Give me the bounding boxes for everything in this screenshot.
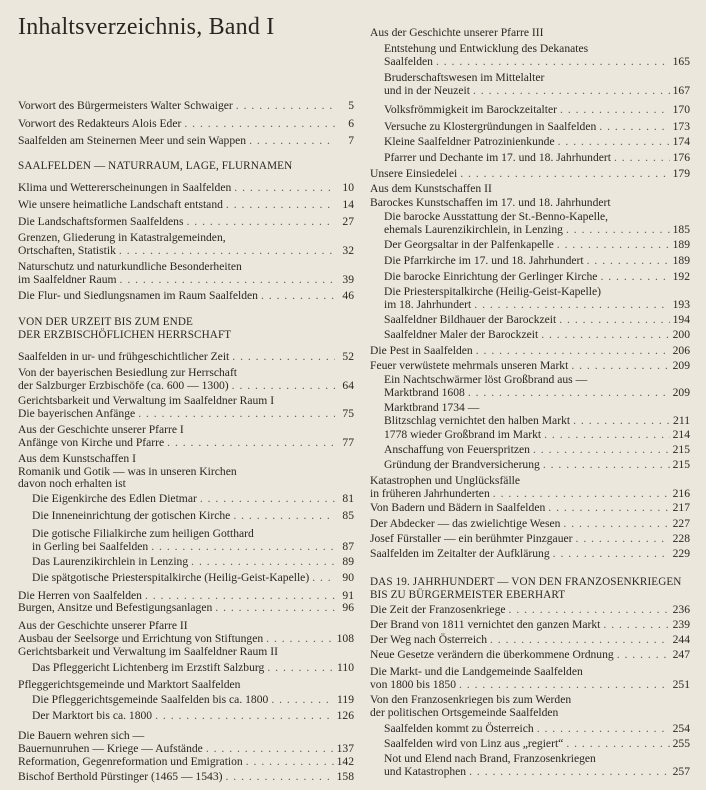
section-heading	[370, 576, 682, 601]
toc-entry-page: 254	[672, 722, 690, 735]
toc-entry[interactable]	[18, 646, 354, 659]
toc-entry-title: Vorwort des Bürgermeisters Walter Schwaiger	[18, 99, 233, 112]
section-heading-line: DAS 19. JAHRHUNDERT — VON DEN FRANZOSENKRIEGEN	[370, 576, 682, 588]
toc-entry-title: Entstehung und Entwicklung des Dekanates	[384, 42, 589, 55]
dot-leader	[226, 199, 335, 212]
toc-entry-title: Saalfelden wird von Linz aus „regiert“	[384, 737, 564, 750]
dot-leader	[490, 634, 670, 647]
dot-leader	[566, 738, 669, 751]
toc-entry[interactable]	[384, 329, 690, 342]
toc-entry-title: Der Marktort bis ca. 1800	[32, 709, 153, 722]
dot-leader	[557, 239, 670, 252]
toc-entry[interactable]	[370, 183, 690, 196]
toc-entry-page: 110	[337, 661, 354, 674]
toc-entry[interactable]	[384, 753, 690, 778]
dot-leader	[599, 121, 669, 134]
toc-entry-page: 165	[672, 54, 690, 68]
toc-entry[interactable]	[384, 255, 690, 268]
dot-leader	[232, 351, 335, 364]
toc-entry-title: Die Pest in Saalfelden	[370, 344, 473, 357]
toc-entry-page: 215	[672, 443, 690, 456]
toc-entry-page: 247	[672, 648, 690, 661]
dot-leader	[234, 182, 335, 195]
toc-entry-page: 10	[342, 181, 354, 194]
toc-entry-title: Gründung der Brandversicherung	[384, 458, 540, 471]
toc-entry-title: Marktbrand 1608	[384, 385, 465, 399]
toc-entry-page: 7	[348, 134, 354, 147]
toc-entry[interactable]	[18, 199, 354, 212]
toc-entry[interactable]	[370, 197, 690, 210]
dot-leader	[469, 766, 670, 779]
dot-leader	[617, 649, 670, 662]
toc-entry-page: 167	[672, 83, 690, 97]
toc-entry[interactable]	[370, 619, 690, 632]
toc-entry[interactable]	[32, 694, 354, 707]
toc-entry[interactable]	[384, 271, 690, 284]
toc-entry-page: 206	[672, 344, 690, 357]
dot-leader	[468, 387, 670, 400]
toc-entry[interactable]	[384, 402, 690, 427]
toc-entry-title: Aus der Geschichte unserer Pfarre II	[18, 619, 188, 632]
toc-entry[interactable]	[370, 533, 690, 546]
toc-entry-page: 227	[672, 517, 690, 530]
dot-leader	[543, 459, 670, 472]
toc-entry-page: 236	[672, 603, 690, 616]
toc-entry[interactable]	[384, 459, 690, 472]
toc-entry-title: Die Priesterspitalkirche (Heilig-Geist-Kapelle)	[384, 285, 601, 298]
toc-entry[interactable]	[18, 135, 354, 148]
toc-entry-page: 255	[672, 737, 690, 750]
toc-entry[interactable]	[18, 232, 354, 257]
page-title: Inhaltsverzeichnis, Band I	[18, 14, 275, 40]
toc-entry-title: Katastrophen und Unglücksfälle	[370, 474, 521, 487]
toc-entry-title: Wie unsere heimatliche Landschaft entstand	[18, 198, 223, 211]
dot-leader	[138, 408, 335, 421]
toc-entry[interactable]	[32, 710, 354, 723]
dot-leader	[266, 633, 333, 646]
toc-entry-page: 192	[672, 270, 690, 283]
toc-entry-page: 179	[672, 167, 690, 180]
toc-entry-title: Die spätgotische Priesterspitalkirche (Heilig-Geist-Kapelle)	[32, 571, 310, 584]
toc-entry-page: 27	[342, 215, 354, 228]
toc-entry[interactable]	[18, 351, 354, 364]
toc-entry-title: Der Weg nach Österreich	[370, 633, 487, 646]
toc-entry-title: Vorwort des Redakteurs Alois Eder	[18, 117, 182, 130]
toc-entry[interactable]	[18, 756, 354, 769]
toc-entry-title: Saalfelden im Zeitalter der Aufklärung	[370, 547, 550, 560]
toc-entry-title: Die barocke Ausstattung der St.-Benno-Kapelle,	[384, 210, 609, 223]
toc-entry-title: Von den Franzosenkriegen bis zum Werden	[370, 693, 572, 706]
dot-leader	[541, 329, 669, 342]
toc-entry-title: Der Georgsaltar in der Palfenkapelle	[384, 238, 554, 251]
toc-entry-page: 46	[342, 289, 354, 302]
toc-entry[interactable]	[18, 118, 354, 131]
toc-entry-title: Saalfelden in ur- und frühgeschichtlicher Zeit	[18, 350, 230, 363]
dot-leader	[460, 168, 669, 181]
toc-entry[interactable]	[384, 314, 690, 327]
dot-leader	[603, 619, 669, 632]
toc-entry-title: Saalfelden am Steinernen Meer und sein Wappen	[18, 134, 247, 147]
toc-entry-page: 91	[342, 589, 354, 602]
toc-entry-page: 39	[342, 272, 354, 286]
toc-entry-title: Gerichtsbarkeit und Verwaltung im Saalfeldner Raum II	[18, 645, 278, 658]
toc-entry[interactable]	[32, 510, 354, 523]
dot-leader	[232, 380, 335, 393]
toc-entry-title: Volksfrömmigkeit im Barockzeitalter	[384, 103, 558, 116]
toc-entry[interactable]	[32, 528, 354, 553]
toc-entry-title: Klima und Wettererscheinungen in Saalfelden	[18, 181, 232, 194]
toc-entry-title: Der Brand von 1811 vernichtet den ganzen Markt	[370, 618, 601, 631]
dot-leader	[155, 710, 334, 723]
toc-entry[interactable]	[384, 444, 690, 457]
toc-entry-page: 81	[342, 492, 354, 505]
toc-entry[interactable]	[18, 602, 354, 615]
section-heading-line: VON DER URZEIT BIS ZUM ENDE	[18, 316, 193, 328]
dot-leader	[167, 437, 335, 450]
toc-entry[interactable]	[384, 211, 690, 236]
toc-entry[interactable]	[18, 182, 354, 195]
toc-entry-page: 158	[336, 770, 354, 783]
toc-entry-title: Von Badern und Bädern in Saalfelden	[370, 501, 546, 514]
toc-entry-page: 14	[342, 198, 354, 211]
toc-entry-page: 185	[672, 222, 690, 236]
toc-entry-page: 209	[672, 359, 690, 372]
toc-entry[interactable]	[384, 121, 690, 134]
dot-leader	[233, 510, 335, 523]
toc-entry-page: 173	[672, 120, 690, 133]
toc-entry-title: ehemals Laurenzikirchlein, in Lenzing	[384, 222, 563, 236]
toc-entry[interactable]	[370, 649, 690, 662]
toc-entry[interactable]	[370, 360, 690, 373]
section-heading	[18, 160, 292, 173]
section-heading-line: SAALFELDEN — NATURRAUM, LAGE, FLURNAMEN	[18, 160, 293, 172]
toc-entry-page: 176	[672, 151, 690, 164]
dot-leader	[191, 556, 335, 569]
dot-leader	[249, 135, 335, 148]
toc-entry-page: 6	[348, 117, 354, 130]
toc-entry-page: 5	[348, 99, 354, 112]
dot-leader	[236, 100, 335, 113]
dot-leader	[261, 290, 335, 303]
toc-entry[interactable]	[18, 216, 354, 229]
dot-leader	[476, 345, 670, 358]
toc-entry-page: 90	[342, 571, 354, 584]
toc-entry[interactable]	[18, 620, 354, 645]
dot-leader	[587, 255, 670, 268]
toc-entry-title: Barockes Kunstschaffen im 17. und 18. Jahrhundert	[370, 196, 611, 209]
toc-entry-title: Die Bauern wehren sich —	[18, 729, 145, 742]
toc-entry[interactable]	[32, 493, 354, 506]
toc-entry-page: 244	[672, 633, 690, 646]
toc-entry-title: Die barocke Einrichtung der Gerlinger Kirche	[384, 270, 598, 283]
toc-entry-title: Anschaffung von Feuerspritzen	[384, 443, 530, 456]
toc-entry-title: Unsere Einsiedelei	[370, 167, 458, 180]
toc-entry-title: Die gotische Filialkirche zum heiligen Gotthard	[32, 527, 254, 540]
toc-entry[interactable]	[384, 286, 690, 311]
toc-entry-title: Marktbrand 1734 —	[384, 401, 480, 414]
toc-entry-title: Saalfeldner Bildhauer der Barockzeit	[384, 313, 557, 326]
dot-leader	[537, 723, 670, 736]
toc-entry-title: Ein Nachtschwärmer löst Großbrand aus —	[384, 373, 588, 386]
toc-entry-page: 108	[336, 631, 354, 645]
toc-entry[interactable]	[370, 475, 690, 500]
toc-entry[interactable]	[384, 152, 690, 165]
toc-entry-page: 189	[672, 254, 690, 267]
toc-entry[interactable]	[384, 43, 690, 68]
toc-entry-title: in Gerling bei Saalfelden	[32, 539, 149, 553]
toc-entry[interactable]	[18, 771, 354, 784]
section-heading-line: DER ERZBISCHÖFLICHEN HERRSCHAFT	[18, 328, 232, 341]
toc-entry-page: 189	[672, 238, 690, 251]
dot-leader	[566, 224, 670, 237]
toc-entry-title: davon noch erhalten ist	[18, 477, 126, 490]
dot-leader	[312, 572, 335, 585]
toc-entry[interactable]	[18, 367, 354, 392]
toc-entry-page: 239	[672, 618, 690, 631]
dot-leader	[119, 245, 335, 258]
toc-entry[interactable]	[32, 572, 354, 585]
toc-entry[interactable]	[18, 424, 354, 449]
toc-entry-title: Pfleggerichtsgemeinde und Marktort Saalfelden	[18, 678, 241, 691]
dot-leader	[559, 314, 669, 327]
toc-entry-title: Die bayerischen Anfänge	[18, 406, 136, 420]
toc-entry-title: Burgen, Ansitze und Befestigungsanlagen	[18, 601, 213, 614]
toc-entry-page: 96	[342, 601, 354, 614]
toc-entry-title: Bauernunruhen — Kriege — Aufstände	[18, 741, 203, 755]
toc-entry[interactable]	[370, 168, 690, 181]
toc-entry-page: 32	[342, 243, 354, 257]
toc-entry-title: Die Flur- und Siedlungsnamen im Raum Saalfelden	[18, 289, 258, 302]
toc-entry-title: Neue Gesetze verändern die überkommene Ordnung	[370, 648, 614, 661]
toc-entry-page: 52	[342, 350, 354, 363]
dot-leader	[493, 488, 670, 501]
dot-leader	[184, 118, 335, 131]
dot-leader	[560, 104, 670, 117]
toc-entry-title: von 1800 bis 1850	[370, 677, 456, 691]
dot-leader	[271, 694, 334, 707]
toc-entry-title: Das Pfleggericht Lichtenberg im Erzstift Salzburg	[32, 661, 265, 674]
toc-entry-page: 75	[342, 406, 354, 420]
toc-entry[interactable]	[18, 453, 354, 491]
toc-entry[interactable]	[370, 634, 690, 647]
toc-entry-page: 214	[672, 428, 690, 441]
dot-leader	[544, 429, 669, 442]
toc-entry[interactable]	[18, 395, 354, 420]
toc-entry[interactable]	[384, 738, 690, 751]
toc-entry-page: 216	[672, 486, 690, 500]
dot-leader	[206, 743, 334, 756]
toc-entry-title: Die Herren von Saalfelden	[18, 589, 142, 602]
toc-entry-title: und Katastrophen	[384, 764, 467, 778]
dot-leader	[553, 548, 670, 561]
toc-entry-page: 119	[337, 693, 354, 706]
toc-entry-title: Kleine Saalfeldner Patrozinienkunde	[384, 135, 555, 148]
toc-entry[interactable]	[384, 239, 690, 252]
toc-entry-title: und in der Neuzeit	[384, 83, 470, 97]
toc-entry-title: Der Abdecker — das zwielichtige Wesen	[370, 517, 561, 530]
toc-entry-title: der Salzburger Erzbischöfe (ca. 600 — 1300)	[18, 378, 229, 392]
toc-entry-title: Saalfeldner Maler der Barockzeit	[384, 328, 539, 341]
toc-entry-page: 170	[672, 103, 690, 116]
toc-entry-title: Anfänge von Kirche und Pfarre	[18, 435, 165, 449]
toc-entry-title: Bruderschaftswesen im Mittelalter	[384, 71, 545, 84]
toc-entry-page: 200	[672, 328, 690, 341]
toc-entry[interactable]	[384, 723, 690, 736]
toc-entry-title: im Saalfeldner Raum	[18, 272, 117, 286]
toc-entry-title: Aus dem Kunstschaffen I	[18, 452, 136, 465]
toc-entry-page: 64	[342, 378, 354, 392]
toc-entry-title: Gerichtsbarkeit und Verwaltung im Saalfeldner Raum I	[18, 394, 275, 407]
toc-entry[interactable]	[370, 502, 690, 515]
toc-entry-title: Die Pfleggerichtsgemeinde Saalfelden bis ca. 1800	[32, 693, 269, 706]
toc-entry-title: Die Landschaftsformen Saalfeldens	[18, 215, 184, 228]
toc-entry[interactable]	[370, 345, 690, 358]
toc-entry-page: 137	[336, 741, 354, 755]
toc-entry-title: Die Inneneinrichtung der gotischen Kirche	[32, 509, 231, 522]
dot-leader	[600, 271, 669, 284]
toc-entry-title: Grenzen, Gliederung in Katastralgemeinden,	[18, 231, 226, 244]
dot-leader	[473, 85, 670, 98]
toc-entry-page: 89	[342, 555, 354, 568]
dot-leader	[200, 493, 335, 506]
toc-entry-title: 1778 wieder Großbrand im Markt	[384, 428, 542, 441]
dot-leader	[533, 444, 670, 457]
toc-entry-title: Die Pfarrkirche im 17. und 18. Jahrhundert	[384, 254, 584, 267]
toc-entry-title: Bischof Berthold Pürstinger (1465 — 1543)	[18, 770, 223, 783]
toc-entry-page: 215	[672, 458, 690, 471]
toc-entry-title: Naturschutz und naturkundliche Besonderheiten	[18, 260, 242, 273]
toc-entry-title: Saalfelden	[384, 54, 433, 68]
toc-entry-page: 251	[672, 677, 690, 691]
dot-leader	[267, 662, 334, 675]
toc-entry-title: Josef Fürstaller — ein berühmter Pinzgauer	[370, 532, 573, 545]
toc-entry[interactable]	[32, 556, 354, 569]
toc-entry-title: Feuer verwüstete mehrmals unseren Markt	[370, 359, 569, 372]
toc-entry-page: 126	[336, 709, 354, 722]
toc-entry-page: 209	[672, 385, 690, 399]
dot-leader	[474, 299, 669, 312]
toc-entry-title: Die Zeit der Franzosenkriege	[370, 603, 506, 616]
toc-entry-title: Die Markt- und die Landgemeinde Saalfelden	[370, 665, 583, 678]
dot-leader	[548, 502, 669, 515]
toc-entry-title: Blitzschlag vernichtet den halben Markt	[384, 413, 571, 427]
dot-leader	[509, 604, 670, 617]
dot-leader	[571, 360, 669, 373]
toc-entry[interactable]	[384, 72, 690, 97]
toc-entry-title: Versuche zu Klostergründungen in Saalfelden	[384, 120, 597, 133]
toc-entry[interactable]	[370, 548, 690, 561]
toc-entry[interactable]	[384, 104, 690, 117]
toc-entry-title: Aus der Geschichte unserer Pfarre I	[18, 423, 184, 436]
toc-entry-page: 85	[342, 509, 354, 522]
toc-entry-title: Pfarrer und Dechante im 17. und 18. Jahrhundert	[384, 151, 611, 164]
dot-leader	[225, 771, 333, 784]
toc-entry-page: 229	[672, 547, 690, 560]
toc-entry[interactable]	[370, 666, 690, 691]
toc-entry[interactable]	[370, 518, 690, 531]
toc-entry-page: 194	[672, 313, 690, 326]
toc-entry[interactable]	[18, 730, 354, 755]
dot-leader	[576, 533, 670, 546]
toc-entry[interactable]	[18, 679, 354, 692]
toc-entry-title: Die Eigenkirche des Edlen Dietmar	[32, 492, 197, 505]
toc-entry-title: im 18. Jahrhundert	[384, 297, 472, 311]
dot-leader	[151, 541, 335, 554]
toc-entry-title: Romanik und Gotik — was in unseren Kirchen	[18, 464, 237, 478]
toc-entry-title: Das Laurenzikirchlein in Lenzing	[32, 555, 189, 568]
toc-entry-title: in früheren Jahrhunderten	[370, 486, 490, 500]
toc-entry-page: 217	[672, 501, 690, 514]
toc-entry-page: 142	[336, 755, 354, 768]
dot-leader	[614, 152, 670, 165]
toc-entry-title: Aus der Geschichte unserer Pfarre III	[370, 26, 544, 39]
toc-entry-title: Aus dem Kunstschaffen II	[370, 182, 492, 195]
toc-entry-page: 193	[672, 297, 690, 311]
dot-leader	[558, 136, 670, 149]
dot-leader	[186, 216, 335, 229]
section-heading-line: BIS ZU BÜRGERMEISTER EBERHART	[370, 588, 566, 601]
dot-leader	[215, 602, 335, 615]
toc-entry[interactable]	[18, 100, 354, 113]
toc-entry[interactable]	[18, 290, 354, 303]
dot-leader	[436, 56, 670, 69]
toc-entry-title: Saalfelden kommt zu Österreich	[384, 722, 534, 735]
toc-entry[interactable]	[370, 27, 690, 40]
toc-entry-title: Ausbau der Seelsorge und Errichtung von Stiftungen	[18, 631, 264, 645]
toc-entry[interactable]	[370, 604, 690, 617]
toc-entry-page: 77	[342, 435, 354, 449]
toc-entry-title: Not und Elend nach Brand, Franzosenkriegen	[384, 752, 596, 765]
dot-leader	[573, 415, 670, 428]
toc-entry-page: 228	[672, 532, 690, 545]
section-heading	[18, 316, 231, 341]
toc-entry-page: 211	[673, 413, 690, 427]
toc-entry-title: Von der bayerischen Besiedlung zur Herrschaft	[18, 366, 238, 379]
toc-entry[interactable]	[384, 374, 690, 399]
dot-leader	[246, 756, 334, 769]
toc-entry-title: Reformation, Gegenreformation und Emigration	[18, 755, 243, 768]
toc-entry-page: 257	[672, 764, 690, 778]
toc-entry-page: 87	[342, 539, 354, 553]
dot-leader	[563, 518, 669, 531]
toc-entry[interactable]	[32, 662, 354, 675]
toc-entry[interactable]	[384, 136, 690, 149]
dot-leader	[120, 274, 335, 287]
toc-entry[interactable]	[18, 261, 354, 286]
toc-entry-page: 174	[672, 135, 690, 148]
toc-entry-title: Ortschaften, Statistik	[18, 243, 116, 257]
toc-entry[interactable]	[384, 429, 690, 442]
dot-leader	[459, 679, 670, 692]
toc-entry[interactable]	[370, 694, 690, 719]
toc-entry-title: der politischen Ortsgemeinde Saalfelden	[370, 705, 559, 719]
